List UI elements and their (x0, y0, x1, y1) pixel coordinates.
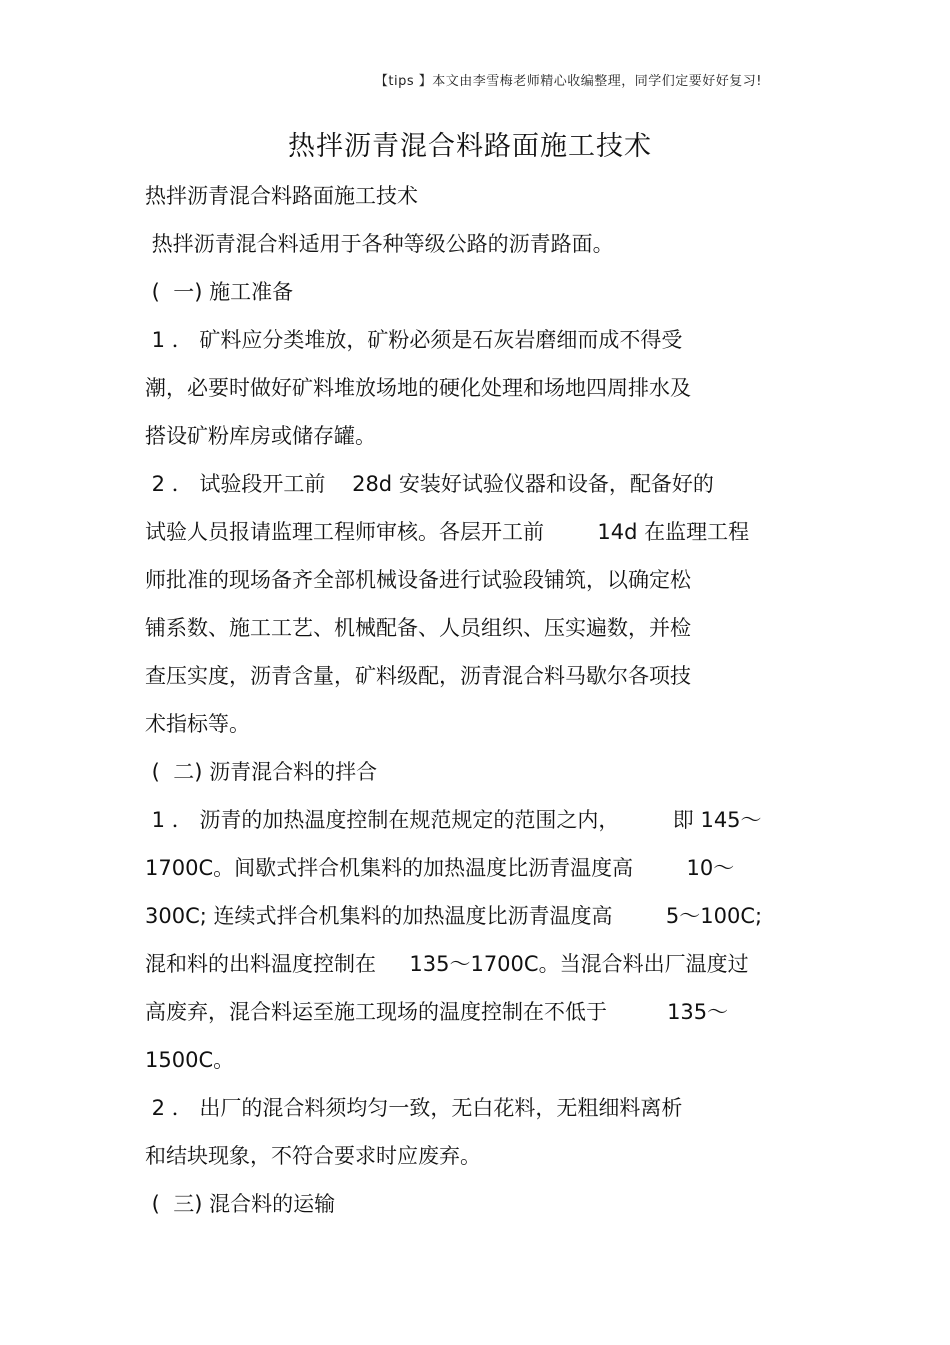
body-line: 和结块现象，不符合要求时应废弃。 (145, 1144, 481, 1168)
body-line: 1 ． 矿料应分类堆放，矿粉必须是石灰岩磨细而成不得受 (145, 328, 683, 352)
body-line: 混和料的出料温度控制在 135～1700C。当混合料出厂温度过 (145, 952, 749, 976)
body-line: 搭设矿粉库房或储存罐。 (145, 424, 376, 448)
body-line: 查压实度，沥青含量，矿料级配，沥青混合料马歇尔各项技 (145, 664, 691, 688)
section-heading: ( 一) 施工准备 (145, 280, 294, 304)
body-line: 2 ． 出厂的混合料须均匀一致，无白花料，无粗细料离析 (145, 1096, 683, 1120)
body-line: 热拌沥青混合料路面施工技术 (145, 184, 418, 208)
body-line: 潮，必要时做好矿料堆放场地的硬化处理和场地四周排水及 (145, 376, 691, 400)
body-line: 2 ． 试验段开工前 28d 安装好试验仪器和设备，配备好的 (145, 472, 714, 496)
body-line: 1 ． 沥青的加热温度控制在规范规定的范围之内， 即 145～ (145, 808, 762, 832)
body-line: 铺系数、施工工艺、机械配备、人员组织、压实遍数，并检 (145, 616, 691, 640)
body-line: 高废弃，混合料运至施工现场的温度控制在不低于 135～ (145, 1000, 729, 1024)
body-line: 术指标等。 (145, 712, 250, 736)
body-line: 师批准的现场备齐全部机械设备进行试验段铺筑，以确定松 (145, 568, 691, 592)
section-heading: ( 二) 沥青混合料的拌合 (145, 760, 378, 784)
body-line: 300C; 连续式拌合机集料的加热温度比沥青温度高 5～100C; (145, 904, 763, 928)
body-line: 1500C。 (145, 1048, 235, 1072)
page-title: 热拌沥青混合料路面施工技术 (288, 131, 652, 162)
body-line: 热拌沥青混合料适用于各种等级公路的沥青路面。 (145, 232, 614, 256)
body-line: 1700C。间歇式拌合机集料的加热温度比沥青温度高 10～ (145, 856, 735, 880)
section-heading: ( 三) 混合料的运输 (145, 1192, 336, 1216)
body-line: 试验人员报请监理工程师审核。各层开工前 14d 在监理工程 (145, 520, 750, 544)
tips-header: 【tips 】本文由李雪梅老师精心收编整理，同学们定要好好复习! (374, 74, 762, 89)
